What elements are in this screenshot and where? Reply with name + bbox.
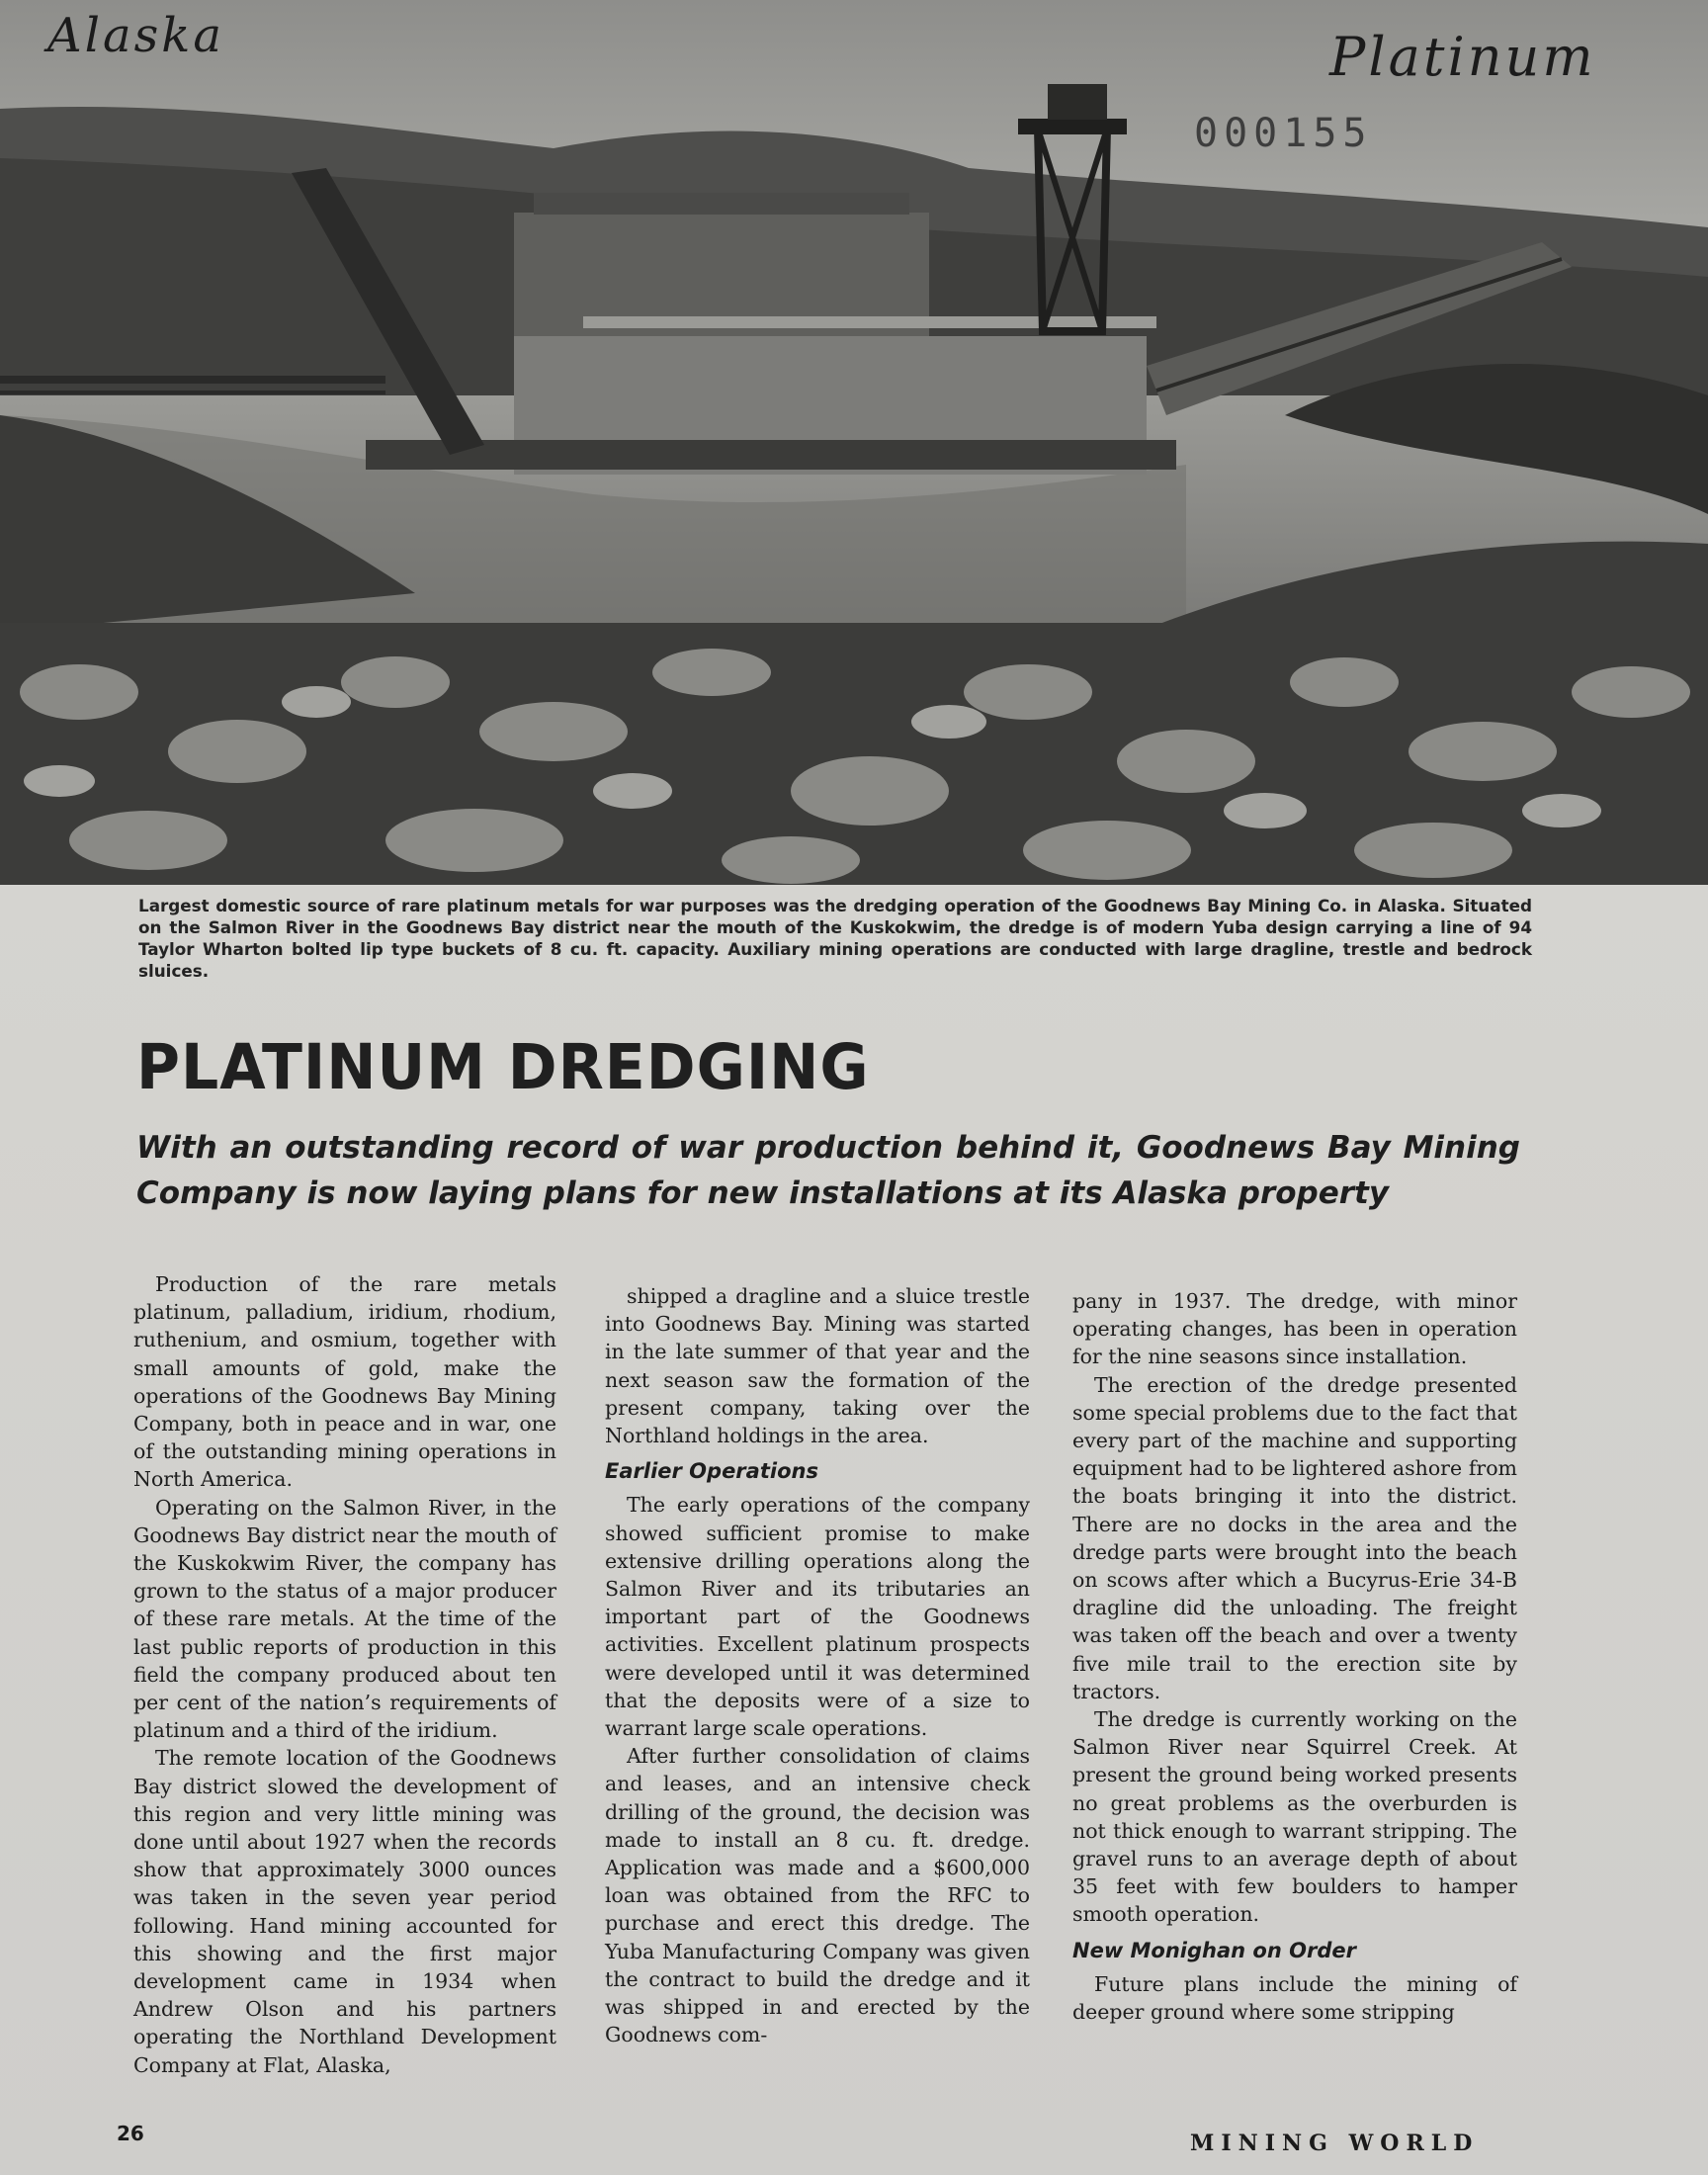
subheading-new-monighan: New Monighan on Order	[1072, 1938, 1356, 1962]
column-2	[605, 1282, 1030, 2048]
paragraph: Production of the rare metals platinum, palladium, iridium, rhodium, ruthenium, and osmium, together with small amounts of gold, make the operations of the Goodnews Bay Mining Company, both in peace and in war, one of the outstanding mining operations in North America.	[133, 1272, 556, 1492]
archive-stamp-number: 000155	[1194, 111, 1373, 156]
subheading-earlier-operations: Earlier Operations	[605, 1459, 818, 1484]
paragraph: shipped a dragline and a sluice trestle into Goodnews Bay. Mining was started in the late summer of that year and the next season saw the formation of the present company, taking over the Northland holdings in the area.	[605, 1284, 1030, 1448]
paragraph: The early operations of the company showed sufficient promise to make extensive drilling operations along the Salmon River and its tributaries an important part of the Goodnews activities. Excellent platinum prospects were developed until it was determined that the deposits were of a size to warrant large scale operations.	[605, 1493, 1030, 1741]
paragraph: The erection of the dredge presented some special problems due to the fact that every part of the machine and supporting equipment had to be lightered ashore from the boats bringing it into the district. There are no docks in the area and the dredge parts were brought into the beach on scows after which a Bucyrus-Erie 34-B dragline did the unloading. The freight was taken off the beach and over a twenty five mile trail to the erection site by tractors.	[1072, 1372, 1517, 1703]
paragraph: Future plans include the mining of deeper ground where some stripping	[1072, 1971, 1517, 2025]
handwritten-note-platinum: Platinum	[1329, 26, 1596, 88]
paragraph: The dredge is currently working on the Salmon River near Squirrel Creek. At present the ground being worked presents no great problems as the overburden is not thick enough to warrant stripping. The gravel runs to an average depth of about 35 feet with few boulders to hamper smooth operation.	[1072, 1707, 1517, 1927]
page-number: 26	[117, 2122, 144, 2145]
dredge-photo-illustration	[0, 0, 1708, 885]
paragraph: pany in 1937. The dredge, with minor operating changes, has been in operation for the nine seasons since installation.	[1072, 1289, 1517, 1369]
paragraph: After further consolidation of claims and leases, and an intensive check drilling of the ground, the decision was made to install an 8 cu. ft. dredge. Application was made and a $600,000 loan was obtained from the RFC to purchase and erect this dredge. The Yuba Manufacturing Company was given the contract to build the dredge and it was shipped in and erected by the Goodnews com-	[605, 1744, 1030, 2047]
article-deck: With an outstanding record of war production behind it, Goodnews Bay Mining Company is now laying plans for new installations at its Alaska property	[136, 1130, 1520, 1211]
dredge-photo	[0, 0, 1708, 885]
article-headline: PLATINUM DREDGING	[136, 1031, 870, 1104]
handwritten-note-alaska: Alaska	[47, 8, 224, 63]
column-3	[1072, 1287, 1517, 2026]
paragraph: The remote location of the Goodnews Bay district slowed the development of this region and very little mining was done until about 1927 when the records show that approximately 3000 ounces was taken in the seven year period following. Hand mining accounted for this showing and the first major development came in 1934 when Andrew Olson and his partners operating the Northland Development Company at Flat, Alaska,	[133, 1746, 556, 2077]
photo-caption: Largest domestic source of rare platinum metals for war purposes was the dredging operation of the Goodnews Bay Mining Co. in Alaska. Situated on the Salmon River in the Goodnews Bay district near the mouth of the Kuskokwim, the dredge is of modern Yuba design carrying a line of 94 Taylor Wharton bolted lip type buckets of 8 cu. ft. capacity. Auxiliary mining operations are conducted with large dragline, trestle and bedrock sluices.	[138, 896, 1532, 981]
publication-name: MINING WORLD	[1190, 2131, 1480, 2156]
paragraph: Operating on the Salmon River, in the Goodnews Bay district near the mouth of the Kuskokwim River, the company has grown to the status of a major producer of these rare metals. At the time of the last public reports of production in this field the company produced about ten per cent of the nation’s requirements of platinum and a third of the iridium.	[133, 1495, 556, 1743]
column-1	[133, 1270, 556, 2079]
